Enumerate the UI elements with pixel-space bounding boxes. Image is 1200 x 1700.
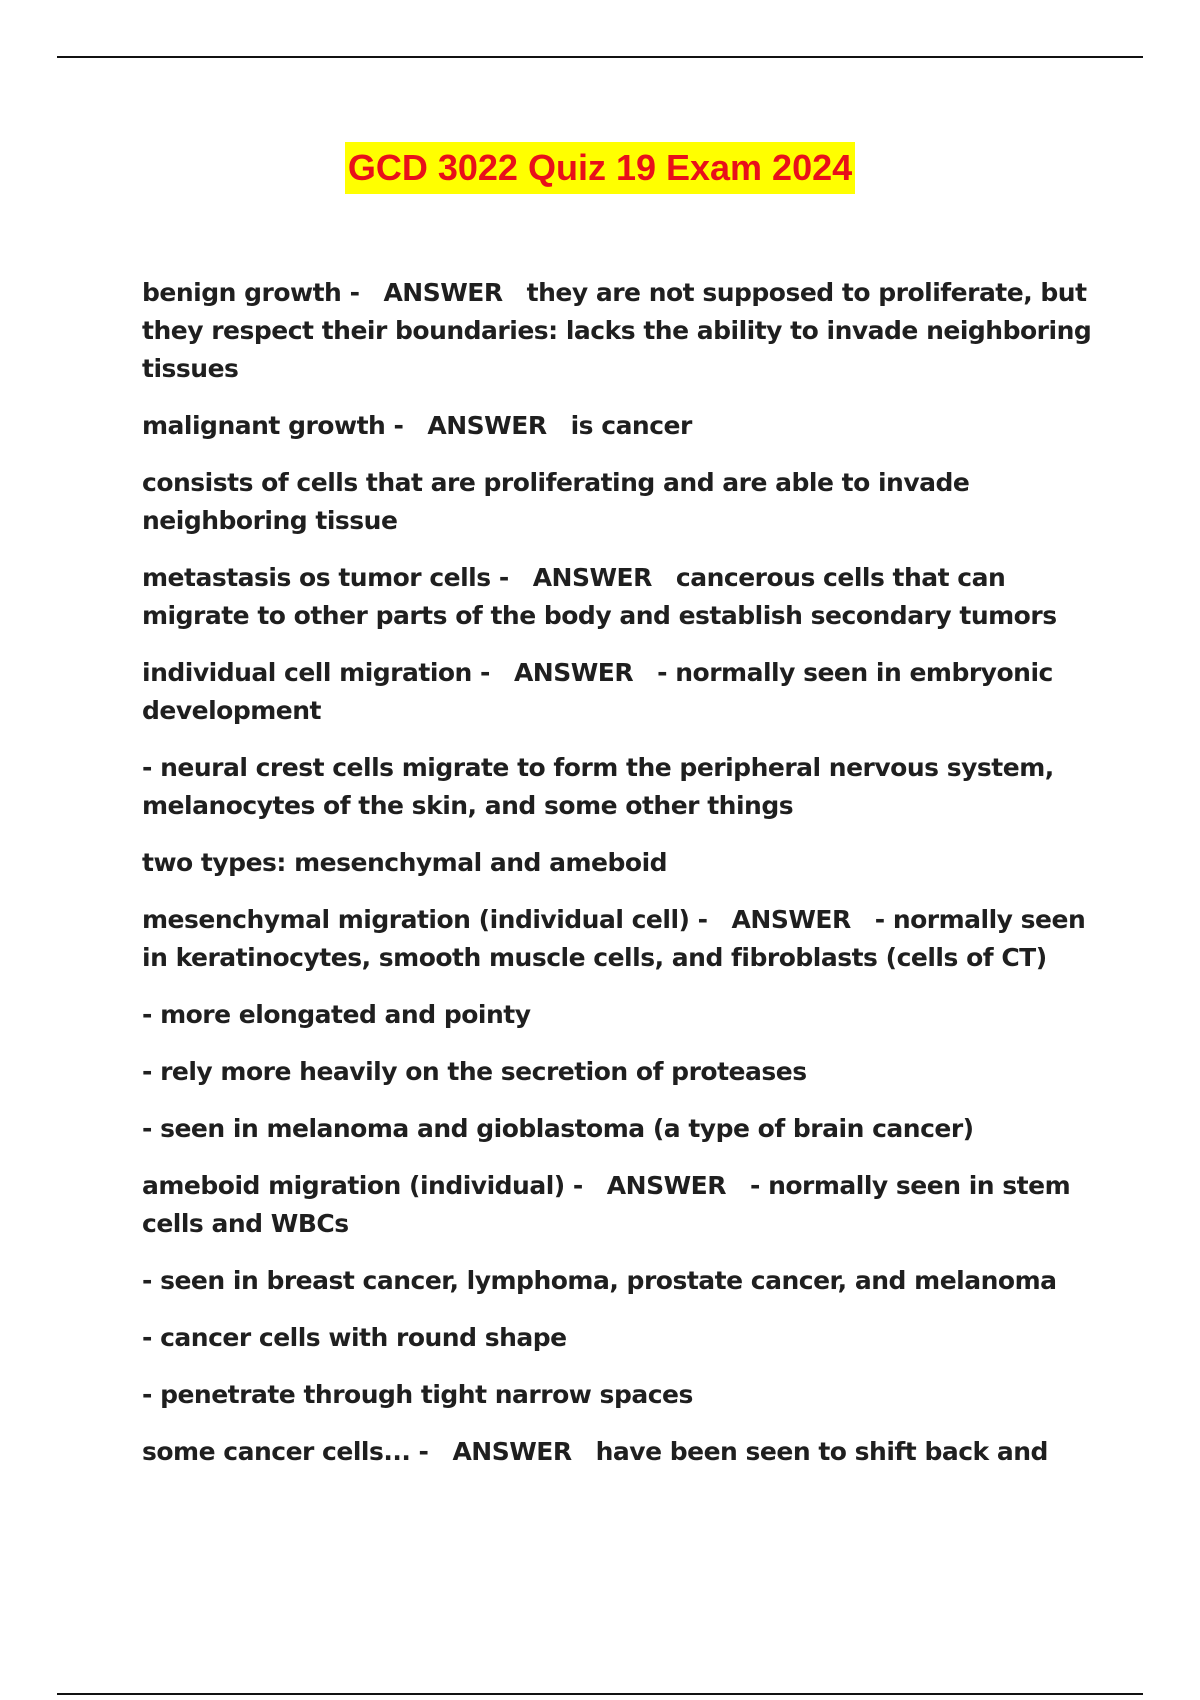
entry-definition: - normally seen in embryonic development bbox=[142, 658, 1053, 725]
entry-definition: they are not supposed to proliferate, but they respect their boundaries: lacks the ability to invade neighboring tissues bbox=[142, 278, 1092, 383]
answer-label: ANSWER bbox=[606, 1171, 726, 1200]
answer-label: ANSWER bbox=[452, 1437, 572, 1466]
entry-some-cancer-cells bbox=[142, 1433, 1102, 1471]
entry-note: - rely more heavily on the secretion of proteases bbox=[142, 1057, 807, 1086]
entry-term: individual cell migration - bbox=[142, 658, 490, 687]
entry-note: - seen in breast cancer, lymphoma, prostate cancer, and melanoma bbox=[142, 1266, 1057, 1295]
answer-label: ANSWER bbox=[427, 411, 547, 440]
entry-definition: - normally seen in keratinocytes, smooth muscle cells, and fibroblasts (cells of CT) bbox=[142, 905, 1086, 972]
entry-individual-migration bbox=[142, 654, 1102, 730]
entry-mesenchymal-migration bbox=[142, 901, 1102, 977]
entry-note: - seen in melanoma and gioblastoma (a type of brain cancer) bbox=[142, 1114, 974, 1143]
title-container bbox=[0, 142, 1200, 194]
entry-metastasis bbox=[142, 559, 1102, 635]
entry-term: benign growth - bbox=[142, 278, 360, 307]
entry-note: - penetrate through tight narrow spaces bbox=[142, 1380, 693, 1409]
entry-note: consists of cells that are proliferating and are able to invade neighboring tissue bbox=[142, 468, 970, 535]
entry-note: - cancer cells with round shape bbox=[142, 1323, 567, 1352]
answer-label: ANSWER bbox=[532, 563, 652, 592]
entry-benign-growth bbox=[142, 274, 1102, 388]
answer-label: ANSWER bbox=[513, 658, 634, 687]
entry-definition: - normally seen in stem cells and WBCs bbox=[142, 1171, 1071, 1238]
top-divider bbox=[57, 56, 1143, 58]
entry-definition: is cancer bbox=[570, 411, 692, 440]
entry-note: - more elongated and pointy bbox=[142, 1000, 531, 1029]
entry-term: ameboid migration (individual) - bbox=[142, 1171, 583, 1200]
entry-ameboid-migration bbox=[142, 1167, 1102, 1243]
entry-note: two types: mesenchymal and ameboid bbox=[142, 848, 668, 877]
document-body bbox=[142, 274, 1102, 1490]
entry-term: malignant growth - bbox=[142, 411, 404, 440]
entry-definition: cancerous cells that can migrate to other parts of the body and establish secondary tumors bbox=[142, 563, 1057, 630]
entry-malignant-growth bbox=[142, 407, 1102, 445]
entry-term: mesenchymal migration (individual cell) - bbox=[142, 905, 708, 934]
entry-term: metastasis os tumor cells - bbox=[142, 563, 509, 592]
answer-label: ANSWER bbox=[383, 278, 503, 307]
document-title: GCD 3022 Quiz 19 Exam 2024 bbox=[345, 142, 855, 194]
answer-label: ANSWER bbox=[731, 905, 851, 934]
entry-term: some cancer cells... - bbox=[142, 1437, 429, 1466]
bottom-divider bbox=[57, 1693, 1143, 1695]
entry-definition: have been seen to shift back and bbox=[595, 1437, 1048, 1466]
entry-note: - neural crest cells migrate to form the peripheral nervous system, melanocytes of the skin, and some other things bbox=[142, 753, 1054, 820]
